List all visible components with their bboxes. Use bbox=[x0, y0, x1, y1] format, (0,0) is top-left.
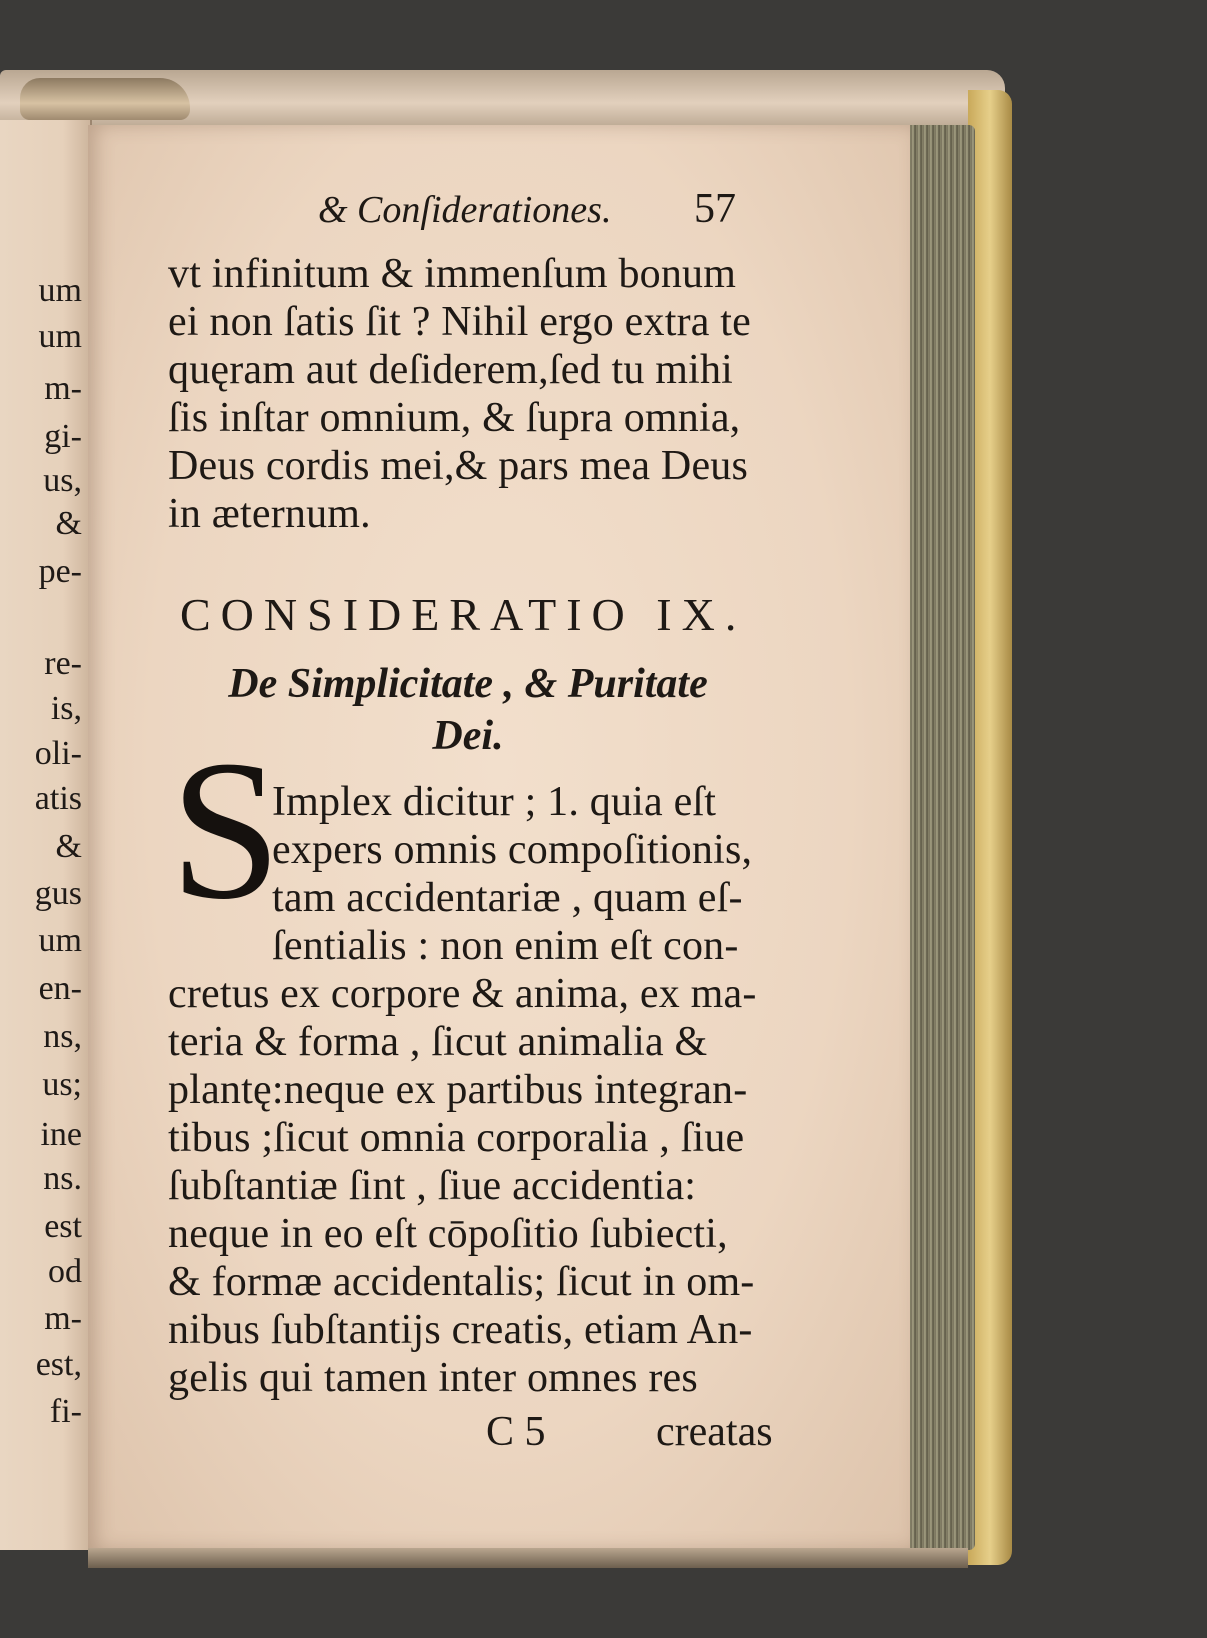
left-page-line: & bbox=[55, 828, 82, 865]
left-page-line: est bbox=[44, 1208, 82, 1245]
left-page-line: fi- bbox=[49, 1393, 82, 1430]
text-line: ſentialis : non enim eſt con- bbox=[272, 923, 739, 969]
drop-capital: S bbox=[170, 720, 282, 941]
left-page-line: m- bbox=[44, 1300, 82, 1337]
left-page-line: oli- bbox=[34, 735, 82, 772]
text-line: tibus ;ſicut omnia corporalia , ſiue bbox=[168, 1115, 745, 1161]
page-block-edge bbox=[905, 125, 975, 1550]
left-page-line: est, bbox=[35, 1346, 82, 1383]
text-line: & formæ accidentalis; ſicut in om- bbox=[168, 1259, 755, 1305]
signature-mark: C 5 bbox=[486, 1409, 546, 1455]
text-line: in æternum. bbox=[168, 491, 371, 537]
text-line: nibus ſubſtantijs creatis, etiam An- bbox=[168, 1307, 753, 1353]
text-line: expers omnis compoſitionis, bbox=[272, 827, 753, 873]
text-line: cretus ex corpore & anima, ex ma- bbox=[168, 971, 757, 1017]
running-head: & Conſiderationes. bbox=[318, 189, 612, 231]
left-page-line: um bbox=[38, 318, 82, 355]
subheading-line: De Simplicitate , & Puritate bbox=[228, 661, 708, 707]
text-line: gelis qui tamen inter omnes res bbox=[168, 1355, 698, 1401]
text-line: neque in eo eſt cōpoſitio ſubiecti, bbox=[168, 1211, 728, 1257]
left-page-line: is, bbox=[50, 690, 82, 727]
left-page-line: & bbox=[55, 505, 82, 542]
left-page-line: atis bbox=[34, 780, 82, 817]
left-page-line: us; bbox=[42, 1066, 82, 1103]
text-line: Implex dicitur ; 1. quia eſt bbox=[272, 779, 717, 825]
section-heading: CONSIDERATIO IX. bbox=[180, 589, 747, 640]
page-number: 57 bbox=[694, 186, 736, 232]
text-line: vt infinitum & immenſum bonum bbox=[168, 251, 737, 297]
left-page-line: gus bbox=[34, 875, 82, 912]
catchword: creatas bbox=[656, 1409, 773, 1455]
left-page-line: re- bbox=[44, 645, 82, 682]
left-page-line: um bbox=[38, 272, 82, 309]
text-line: ſubſtantiæ ſint , ſiue accidentia: bbox=[168, 1163, 697, 1209]
left-page-line: pe- bbox=[38, 553, 82, 590]
left-page-line: ine bbox=[40, 1116, 82, 1153]
text-line: ſis inſtar omnium, & ſupra omnia, bbox=[168, 395, 741, 441]
text-line: tam accidentariæ , quam eſ- bbox=[272, 875, 743, 921]
text-line: quęram aut deſiderem,ſed tu mihi bbox=[168, 347, 734, 393]
text-line: Deus cordis mei,& pars mea Deus bbox=[168, 443, 749, 489]
left-page-line: m- bbox=[44, 370, 82, 407]
book-bottom-edge bbox=[88, 1548, 968, 1568]
left-page-line: um bbox=[38, 922, 82, 959]
left-page-line: en- bbox=[38, 970, 82, 1007]
left-page-line: us, bbox=[43, 462, 82, 499]
text-line: ei non ſatis ſit ? Nihil ergo extra te bbox=[168, 299, 752, 345]
left-page-line: ns, bbox=[43, 1018, 82, 1055]
text-line: plantę:neque ex partibus integran- bbox=[168, 1067, 748, 1113]
left-page-line: od bbox=[48, 1253, 82, 1290]
text-line: teria & forma , ſicut animalia & bbox=[168, 1019, 708, 1065]
spine-binding bbox=[20, 78, 190, 120]
left-page-line: gi- bbox=[44, 418, 82, 455]
left-page-line: ns. bbox=[43, 1160, 82, 1197]
subheading-line: Dei. bbox=[432, 713, 504, 759]
